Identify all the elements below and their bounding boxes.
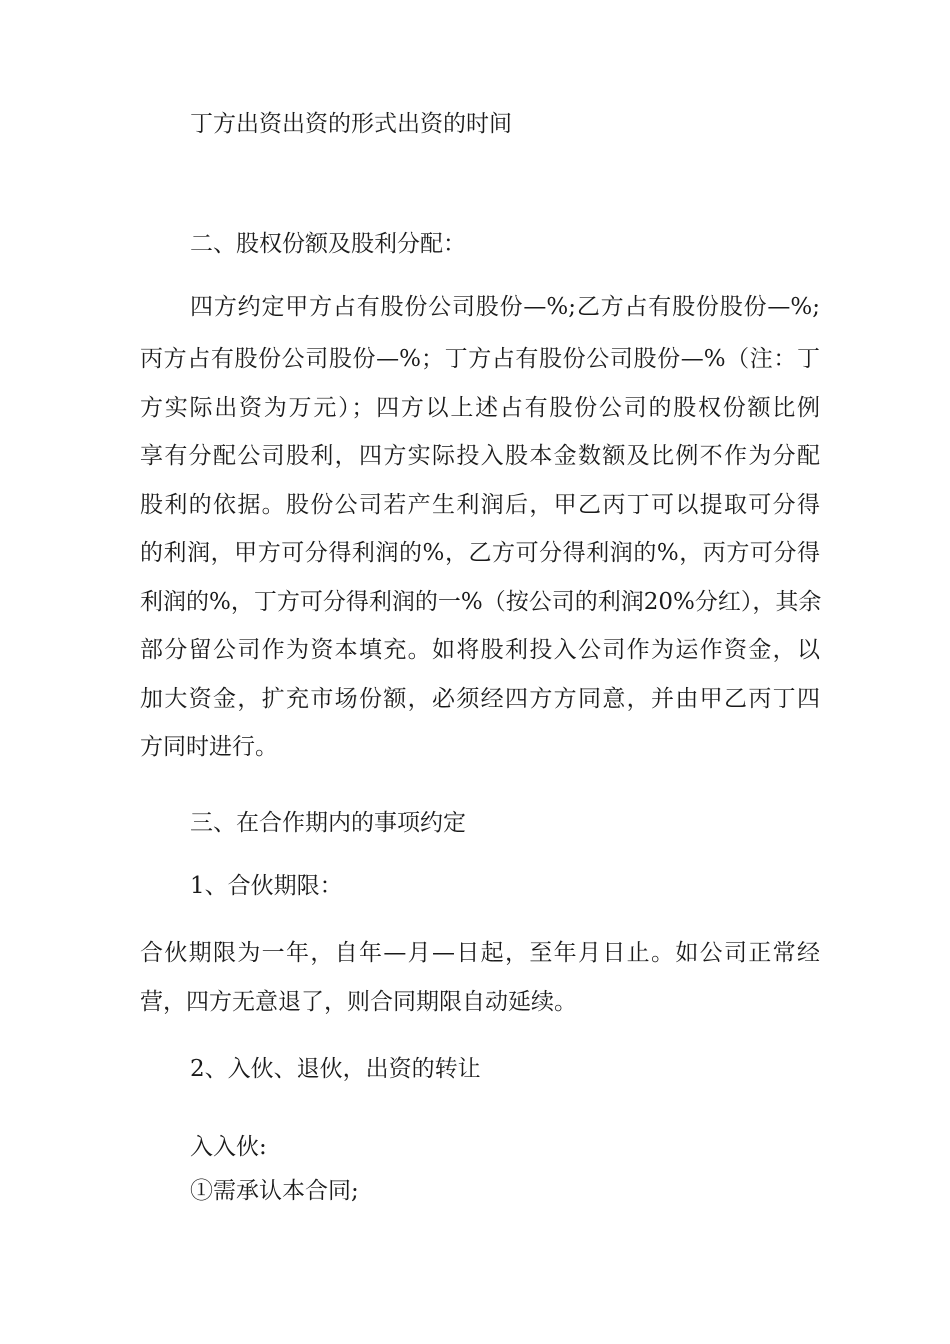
paragraph-line: 合伙期限为一年，自年—月—日起，至年月日止。如公司正常经 [140,940,820,966]
paragraph-line: 营，四方无意退了，则合同期限自动延续。 [140,989,577,1015]
paragraph-line: 方同时进行。 [140,734,278,760]
paragraph-line: 享有分配公司股利，四方实际投入股本金数额及比例不作为分配 [140,443,820,469]
join-item-1: ①需承认本合同; [190,1178,359,1204]
paragraph-line: 部分留公司作为资本填充。如将股利投入公司作为运作资金，以 [140,637,820,663]
item2-title: 2、入伙、退伙，出资的转让 [190,1056,481,1082]
paragraph-line: 方实际出资为万元）；四方以上述占有股份公司的股权份额比例 [140,395,820,421]
paragraph-line: 的利润，甲方可分得利润的%，乙方可分得利润的%，丙方可分得 [140,540,820,566]
paragraph-line: 利润的%，丁方可分得利润的一%（按公司的利润20%分红），其余 [140,589,822,615]
heading-ding-contribution: 丁方出资出资的形式出资的时间 [190,111,512,137]
paragraph-line: 丙方占有股份公司股份—%；丁方占有股份公司股份—%（注：丁 [140,346,820,372]
section2-title: 二、股权份额及股利分配： [190,231,466,257]
section3-title: 三、在合作期内的事项约定 [190,810,466,836]
item1-title: 1、合伙期限： [190,873,343,899]
paragraph-line: 加大资金，扩充市场份额，必须经四方方同意，并由甲乙丙丁四 [140,686,820,712]
paragraph-line: 四方约定甲方占有股份公司股份—%;乙方占有股份股份—%; [190,294,820,320]
paragraph-line: 股利的依据。股份公司若产生利润后，甲乙丙丁可以提取可分得 [140,492,820,518]
join-title: 入入伙: [190,1134,267,1160]
